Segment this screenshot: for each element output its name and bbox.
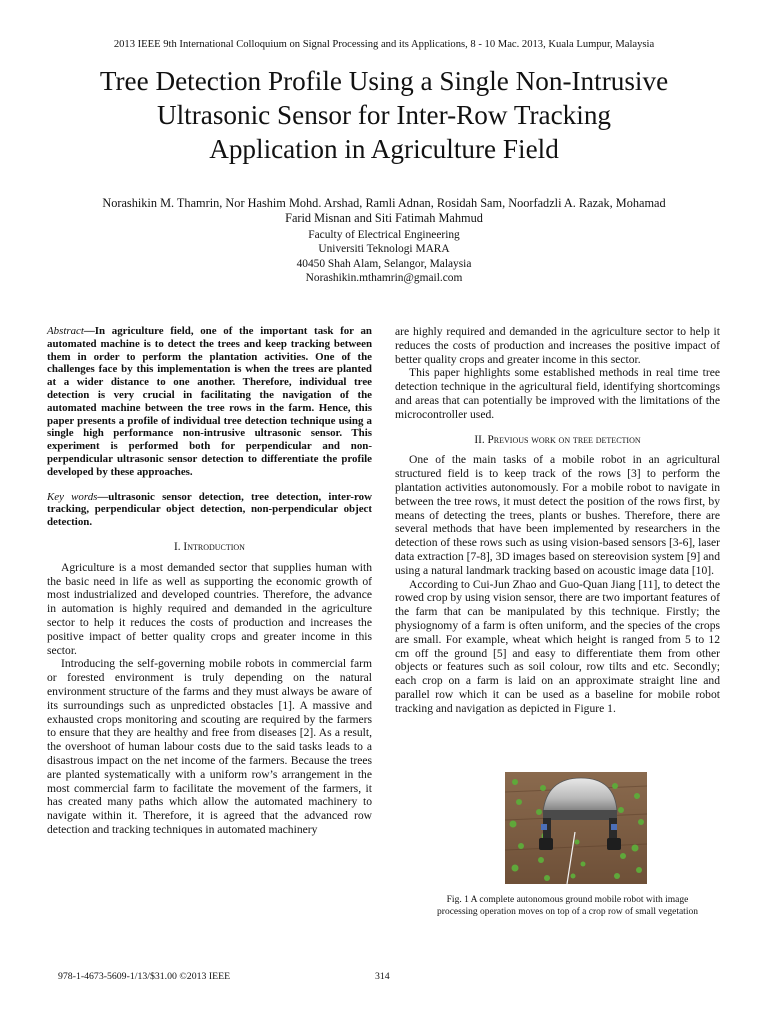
authors-line-1: Norashikin M. Thamrin, Nor Hashim Mohd. Arshad, Ramli Adnan, Rosidah Sam, Noorfadzli A. Razak, Mohamad	[102, 196, 666, 210]
abstract	[47, 325, 372, 479]
previous-work-paragraph-2: According to Cui-Jun Zhao and Guo-Quan Jiang [11], to detect the rowed crop by using vision sensor, there are two important features of the farm that can be manipulated by this technique. Firstly; the physiognomy of a farm is often uniform, and the species of the crops are small. For example, wheat which height is ranged from 5 to 12 cm off the ground [5] and easy to differentiate them from other objects or features such as soil colour, row tilts and etc. Secondly; each crop on a farm is laid on an approximate straight line and parallel row which it can be used as a baseline for mobile robot tracking and navigation as depicted in Figure 1.	[395, 577, 720, 715]
title-line-3: Application in Agriculture Field	[209, 134, 559, 164]
footer-isbn: 978-1-4673-5609-1/13/$31.00 ©2013 IEEE	[58, 971, 231, 982]
intro-paragraph-continued: are highly required and demanded in the agriculture sector to help it reduces the costs of production and increases the positive impact of better quality crops and greater income in this sector.	[395, 325, 720, 366]
keywords	[47, 491, 372, 529]
author-list	[50, 196, 718, 226]
section-heading-introduction: I. Introduction	[174, 540, 245, 553]
intro-paragraph-2: Introducing the self-governing mobile robots in commercial farm or forested environment is truly depending on the natural environment structure of the farms and they must always be aware of its surroundings such as unpredicted obstacles [1]. A massive and exhausted crops monitoring and scouting are required by the farmers to ensure that they are healthy and free from diseases [2]. As a result, the overshoot of human labour costs due to the said tasks leads to a disastrous impact on the net income of the farmers. Because the trees are planted systematically with a uniform row’s arrangement in the most commercial farm to facilitate the movement of the farmers, it has created many paths which allow the automated machinery to navigate within it. Therefore, it is agreed that the advanced row detection and tracking techniques in automated machinery	[47, 657, 372, 836]
caption-line-1: Fig. 1 A complete autonomous ground mobile robot with image	[446, 895, 689, 905]
affiliation-address: 40450 Shah Alam, Selangor, Malaysia	[296, 257, 472, 270]
conference-header: 2013 IEEE 9th International Colloquium on Signal Processing and its Applications, 8 - 10 Mac. 2013, Kuala Lumpur, Malaysia	[113, 39, 655, 50]
title-line-2: Ultrasonic Sensor for Inter-Row Tracking	[156, 100, 612, 130]
caption-line-2: processing operation moves on top of a crop row of small vegetation	[437, 907, 698, 917]
figure-1-robot-photo	[505, 772, 647, 884]
affiliation	[0, 228, 768, 286]
keywords-text: —ultrasonic sensor detection, tree detection, inter-row tracking, perpendicular object detection, non-perpendicular object detection.	[47, 490, 372, 529]
intro-paragraph-3: This paper highlights some established methods in real time tree detection technique in the agricultural field, identifying shortcomings and areas that can potentially be improved with the limitations of the microcontroller used.	[395, 366, 720, 421]
paper-title	[40, 64, 728, 166]
page-number: 314	[375, 971, 390, 982]
robot-in-crop-field-image	[505, 772, 647, 884]
affiliation-university: Universiti Teknologi MARA	[318, 243, 450, 256]
affiliation-email: Norashikin.mthamrin@gmail.com	[305, 272, 463, 285]
affiliation-faculty: Faculty of Electrical Engineering	[308, 229, 460, 241]
previous-work-paragraph-1: One of the main tasks of a mobile robot in an agricultural structured field is to keep track of the rows [3] to perform the plantation activities autonomously. For a mobile robot to navigate in between the tree rows, it must detect the position of the rows first, by means of detecting the trees, plants or bushes. Therefore, there are several methods that have been implemented by researchers in the detection of these rows such as using vision-based sensors [3-6], laser data extraction [7-8], 3D images based on stereovision system [9] and using a natural landmark tracking based on acoustic image data [10].	[395, 453, 720, 577]
abstract-text: —In agriculture field, one of the important task for an automated machine is to detect the trees and keep tracking between them in order to perform the plantation activities. One of the challenges face by this implementation is when the trees are planted at a wider distance to one another. Therefore, individual tree detection is very crucial in facilitating the navigation of the automated machine between the tree rows in the farm. Hence, this paper presents a profile of individual tree detection technique using a single high performance non-intrusive ultrasonic sensor. This experiment is performed both for perpendicular and non-perpendicular ultrasonic sensor detection to differentiate the profile developed by these approaches.	[47, 325, 372, 478]
left-column	[47, 325, 372, 837]
keywords-label: Key words	[47, 490, 98, 503]
intro-paragraph-1: Agriculture is a most demanded sector that supplies human with the basic need in life as well as supporting the economic growth of most industrialized and developed countries. Therefore, the advance in automation is highly required and demanded in the agriculture sector to help it reduces the costs of production and increases the positive impact of better quality crops and greater income in this sector.	[47, 560, 372, 657]
abstract-label: Abstract	[47, 325, 84, 337]
figure-1-caption	[395, 894, 740, 918]
title-line-1: Tree Detection Profile Using a Single Non-Intrusive	[99, 66, 669, 96]
authors-line-2: Farid Misnan and Siti Fatimah Mahmud	[285, 211, 483, 225]
section-heading-previous-work: II. Previous work on tree detection	[474, 433, 641, 446]
right-column	[395, 325, 720, 716]
